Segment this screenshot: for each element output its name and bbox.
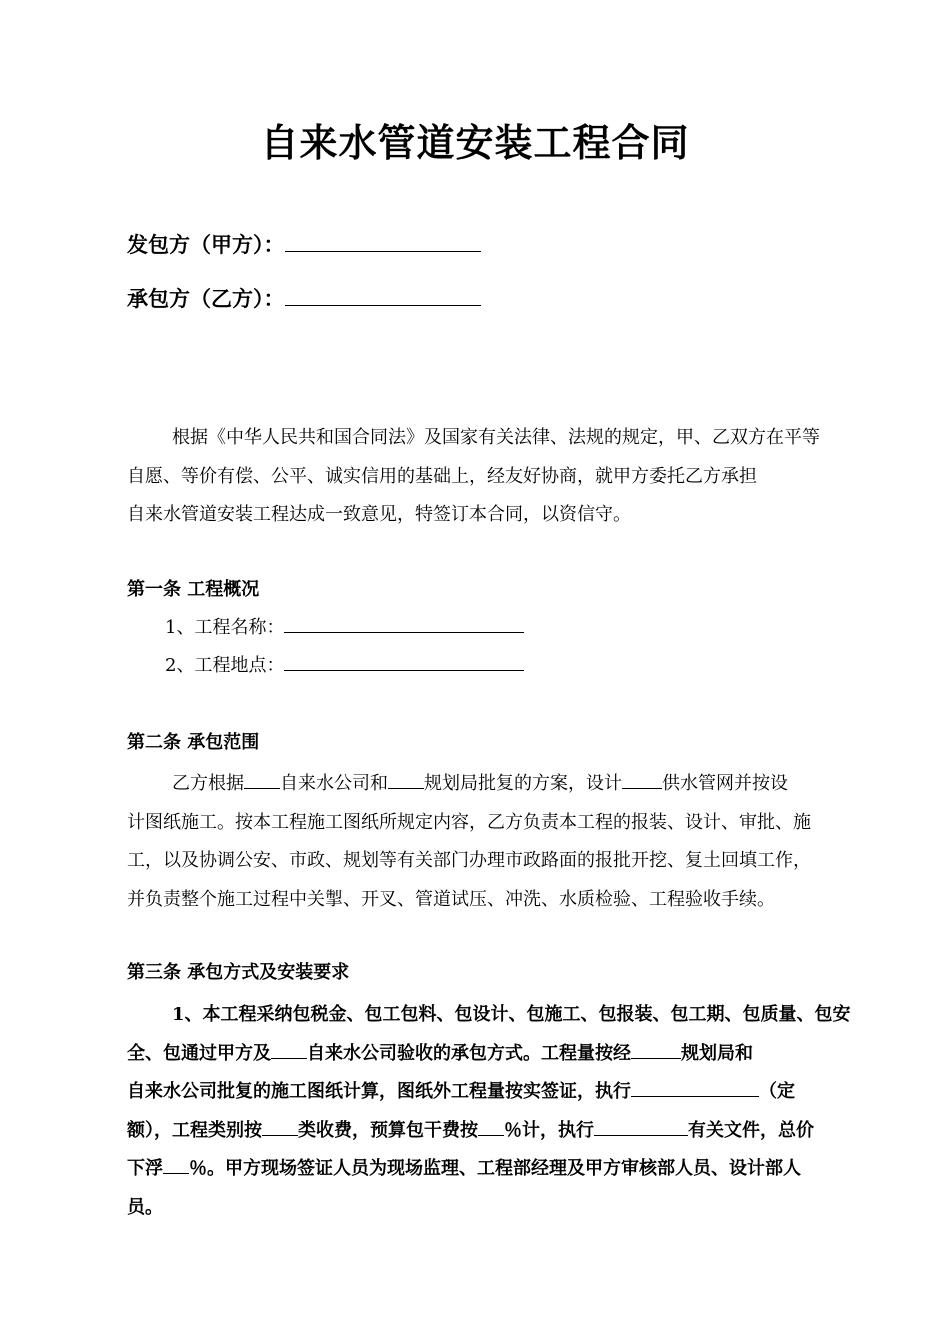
employer-line	[127, 230, 481, 260]
blank	[271, 1040, 307, 1059]
article3-line: 1、本工程采纳包税金、包工包料、包设计、包施工、包报装、包工期、包质量、包安	[172, 1004, 851, 1025]
text-fragment: 有关文件，总价	[688, 1119, 814, 1141]
preamble-paragraph	[127, 419, 827, 535]
text-fragment: 自来水公司批复的施工图纸计算，图纸外工程量按实签证，执行	[127, 1081, 631, 1102]
article3-line	[127, 1112, 827, 1151]
article3-heading: 第三条 承包方式及安装要求	[127, 962, 350, 983]
text-fragment: 自来水公司和	[280, 773, 388, 794]
employer-label: 发包方（甲方）：	[127, 232, 285, 257]
blank	[262, 1117, 298, 1136]
text-fragment: 下浮	[127, 1158, 163, 1179]
preamble-line: 根据《中华人民共和国合同法》及国家有关法律、法规的规定，甲、乙双方在平等	[172, 427, 820, 448]
text-fragment: 规划局和	[681, 1042, 753, 1064]
article2-line	[127, 765, 827, 804]
blank	[631, 1040, 681, 1059]
project-name-label: 1、工程名称：	[165, 617, 285, 638]
text-fragment: （定	[759, 1081, 795, 1102]
article3-paragraph	[127, 996, 851, 1227]
text-fragment: ％计，执行	[504, 1119, 594, 1141]
employer-blank	[285, 231, 481, 252]
blank	[631, 1078, 759, 1097]
blank	[388, 770, 424, 789]
blank	[163, 1155, 189, 1174]
text-fragment: 类收费，预算包干费按	[298, 1119, 478, 1141]
project-name-blank	[284, 614, 524, 633]
blank	[244, 770, 280, 789]
project-location-label: 2、工程地点：	[165, 655, 285, 676]
project-name-line	[165, 613, 524, 643]
page-title: 自来水管道安装工程合同	[260, 120, 690, 165]
article2-paragraph	[127, 765, 827, 919]
preamble-line: 自来水管道安装工程达成一致意见，特签订本合同，以资信守。	[127, 504, 631, 525]
text-fragment: 乙方根据	[172, 773, 244, 794]
article2-line: 计图纸施工。按本工程施工图纸所规定内容，乙方负责本工程的报装、设计、审批、施	[127, 811, 811, 833]
article3-line	[127, 1035, 827, 1074]
contractor-blank	[285, 285, 481, 306]
contractor-line	[127, 284, 481, 314]
blank	[478, 1117, 504, 1136]
text-fragment: ％。甲方现场签证人员为现场监理、工程部经理及甲方审核部人员、设计部人	[189, 1158, 801, 1179]
project-location-blank	[284, 652, 524, 671]
article2-line: 工，以及协调公安、市政、规划等有关部门办理市政路面的报批开挖、复土回填工作，	[127, 850, 811, 871]
contractor-label: 承包方（乙方）：	[127, 286, 285, 311]
blank	[622, 770, 662, 789]
article3-line: 员。	[127, 1196, 163, 1218]
text-fragment: 规划局批复的方案，设计	[424, 773, 622, 794]
project-location-line	[165, 651, 524, 681]
article2-line: 并负责整个施工过程中关掣、开叉、管道试压、冲洗、水质检验、工程验收手续。	[127, 888, 775, 910]
text-fragment: 额），工程类别按	[127, 1119, 262, 1141]
article3-line	[127, 1150, 827, 1189]
blank	[594, 1117, 688, 1136]
article2-heading: 第二条 承包范围	[127, 732, 260, 753]
text-fragment: 自来水公司验收的承包方式。工程量按经	[307, 1042, 631, 1064]
article1-heading: 第一条 工程概况	[127, 579, 260, 600]
preamble-line: 自愿、等价有偿、公平、诚实信用的基础上，经友好协商，就甲方委托乙方承担	[127, 465, 757, 487]
text-fragment: 供水管网并按设	[662, 773, 788, 794]
article3-line	[127, 1073, 827, 1112]
text-fragment: 全、包通过甲方及	[127, 1042, 271, 1064]
